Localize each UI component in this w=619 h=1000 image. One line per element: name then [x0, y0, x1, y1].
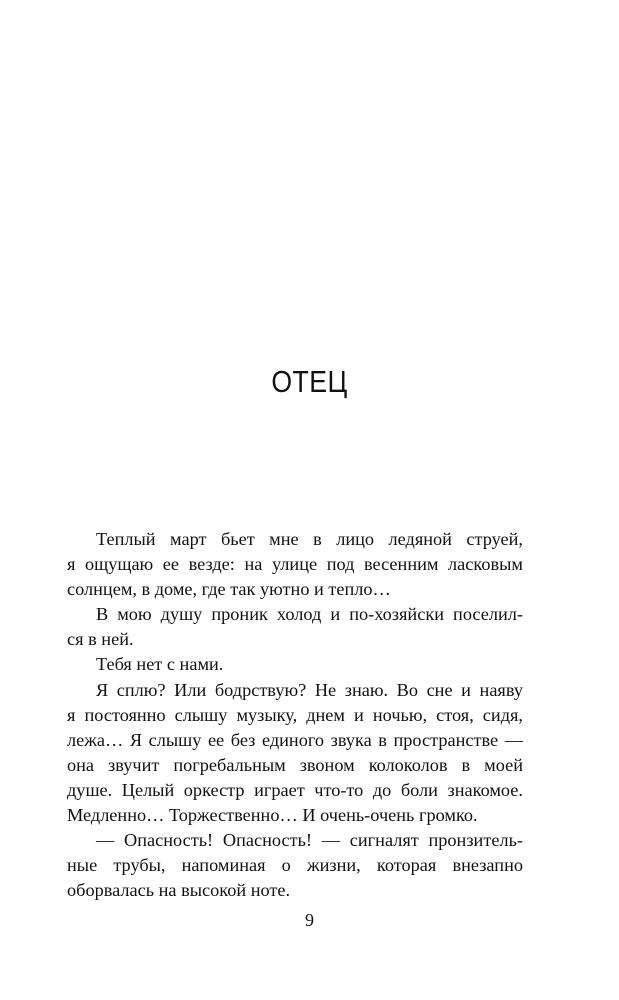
text-line: лежа… Я слышу ее без единого звука в пространстве —	[67, 729, 523, 750]
text-line: душе. Целый оркестр играет что-то до боли знакомое.	[67, 779, 523, 800]
page-number: 9	[305, 910, 314, 930]
text-line: я ощущаю ее везде: на улице под весенним ласковым	[67, 554, 523, 575]
text-line: ся в ней.	[67, 629, 134, 650]
body-text	[67, 527, 523, 903]
text-line: В мою душу проник холод и по-хозяйски поселил-	[96, 604, 523, 625]
text-line: Тебя нет с нами.	[96, 654, 224, 675]
text-line: солнцем, в доме, где так уютно и тепло…	[67, 579, 391, 600]
text-line: — Опасность! Опасность! — сигналят пронзитель-	[96, 830, 523, 851]
text-line: Я сплю? Или бодрствую? Не знаю. Во сне и наяву	[96, 679, 523, 700]
text-line: Медленно… Торжественно… И очень-очень громко.	[67, 805, 478, 826]
text-line: я постоянно слышу музыку, днем и ночью, стоя, сидя,	[67, 704, 523, 725]
text-line: Теплый март бьет мне в лицо ледяной струей,	[96, 529, 523, 549]
text-line: она звучит погребальным звоном колоколов в моей	[67, 754, 523, 775]
chapter-title: ОТЕЦ	[271, 364, 348, 399]
text-line: ные трубы, напоминая о жизни, которая внезапно	[67, 855, 523, 876]
text-line: оборвалась на высокой ноте.	[67, 880, 291, 901]
